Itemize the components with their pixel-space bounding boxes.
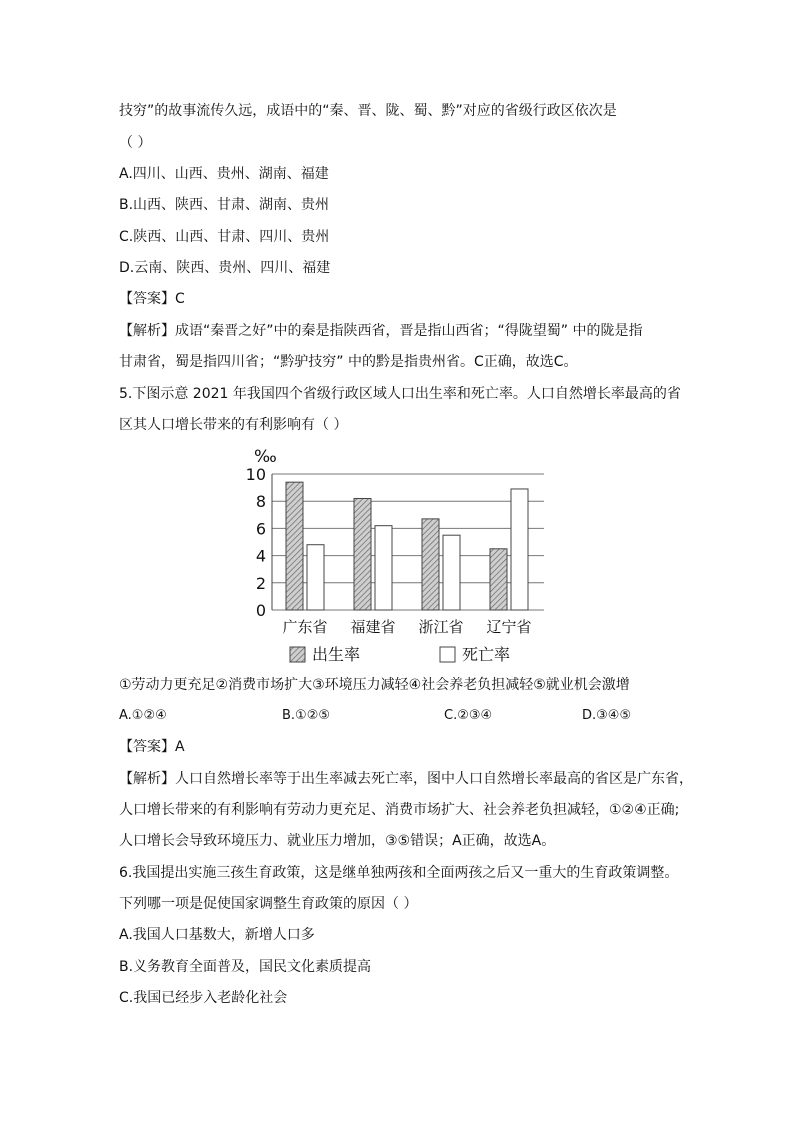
q4-explanation-1: 【解析】成语“秦晋之好”中的秦是指陕西省，晋是指山西省；“得陇望蜀” 中的陇是指 [119,323,643,339]
x-category-label: 浙江省 [418,618,464,636]
q5-explanation-3: 人口增长会导致环境压力、就业压力增加，③⑤错误；A正确，故选A。 [119,833,556,849]
q5-stem-2: 区其人口增长带来的有利影响有（ ） [119,417,348,433]
q4-paren: （ ） [119,135,152,151]
bar-death-rate [307,545,324,610]
legend-swatch-death-rate [440,647,455,662]
legend-label-death-rate: 死亡率 [462,645,511,664]
bar-birth-rate [490,549,507,610]
q5-option-c: C.②③④ [444,708,493,723]
q4-stem-line: 技穷”的故事流传久远，成语中的“秦、晋、陇、蜀、黔”对应的省级行政区依次是 [119,103,617,119]
y-tick-label: 2 [255,573,266,593]
q6-stem-1: 6.我国提出实施三孩生育政策，这是继单独两孩和全面两孩之后又一重大的生育政策调整。 [119,865,679,881]
q4-option-d: D.云南、陕西、贵州、四川、福建 [119,260,331,276]
bar-birth-rate [422,519,439,610]
bar-death-rate [511,489,528,610]
bar-death-rate [375,526,392,610]
y-tick-label: 4 [255,546,266,566]
q4-explanation-2: 甘肃省，蜀是指四川省；“黔驴技穷” 中的黔是指贵州省。C正确，故选C。 [119,354,578,370]
q6-option-c: C.我国已经步入老龄化社会 [119,990,288,1006]
q6-stem-2: 下列哪一项是促使国家调整生育政策的原因（ ） [119,896,418,912]
x-category-label: 福建省 [350,618,396,636]
q4-option-c: C.陕西、山西、甘肃、四川、贵州 [119,229,330,245]
bar-death-rate [443,535,460,610]
q6-option-b: B.义务教育全面普及，国民文化素质提高 [119,959,372,975]
y-tick-label: 10 [245,465,266,484]
q5-explanation-1: 【解析】人口自然增长率等于出生率减去死亡率，图中人口自然增长率最高的省区是广东省， [119,771,693,787]
x-category-label: 辽宁省 [486,618,532,636]
y-tick-label: 0 [255,601,266,620]
q5-explanation-2: 人口增长带来的有利影响有劳动力更充足、消费市场扩大、社会养老负担减轻，①②④正确; [119,802,680,818]
legend-swatch-birth-rate [290,647,305,662]
q5-stem-1: 5.下图示意 2021 年我国四个省级行政区域人口出生率和死亡率。人口自然增长率最高的省 [119,386,681,402]
birth-death-rate-chart [240,440,560,670]
q5-items: ①劳动力更充足②消费市场扩大③环境压力减轻④社会养老负担减轻⑤就业机会激增 [119,677,630,693]
y-tick-label: 8 [255,492,266,512]
q4-option-a: A.四川、山西、贵州、湖南、福建 [119,166,329,182]
y-tick-label: 6 [255,519,266,539]
bar-birth-rate [354,498,371,610]
q5-answer: 【答案】A [119,739,185,755]
q4-option-b: B.山西、陕西、甘肃、湖南、贵州 [119,197,330,213]
y-unit-label: ‰ [254,447,277,467]
legend-label-birth-rate: 出生率 [312,645,361,664]
bar-birth-rate [286,482,303,610]
x-category-label: 广东省 [282,618,328,636]
q4-answer: 【答案】C [119,291,185,307]
q5-option-a: A.①②④ [119,708,167,723]
q5-option-b: B.①②⑤ [282,708,331,723]
q6-option-a: A.我国人口基数大，新增人口多 [119,927,315,943]
q5-option-d: D.③④⑤ [582,708,632,723]
